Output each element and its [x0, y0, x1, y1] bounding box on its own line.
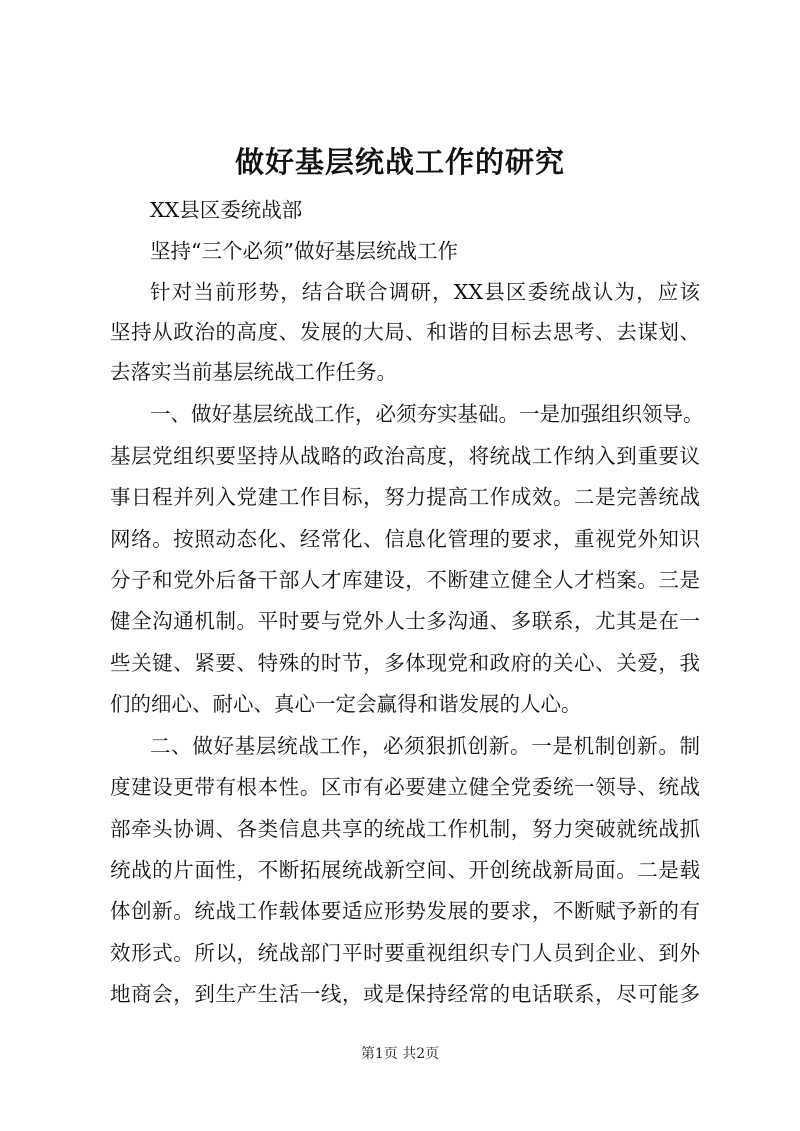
paragraph-line: 统战的片面性，不断拓展统战新空间、开创统战新局面。二是载	[110, 858, 700, 882]
paragraph-line: 地商会，到生产生活一线，或是保持经常的电话联系，尽可能多	[110, 982, 700, 1006]
paragraph-line: 针对当前形势，结合联合调研，XX县区委统战认为，应该	[150, 280, 700, 304]
paragraph-line: 部牵头协调、各类信息共享的统战工作机制，努力突破就统战抓	[110, 817, 700, 841]
paragraph-line: 基层党组织要坚持从战略的政治高度，将统战工作纳入到重要议	[110, 444, 700, 468]
subtitle-line: 坚持“三个必须”做好基层统战工作	[150, 239, 458, 263]
paragraph-line: 坚持从政治的高度、发展的大局、和谐的目标去思考、去谋划、	[110, 320, 700, 344]
paragraph-line: 健全沟通机制。平时要与党外人士多沟通、多联系，尤其是在一	[110, 609, 700, 633]
paragraph-line: 度建设更带有根本性。区市有必要建立健全党委统一领导、统战	[110, 775, 700, 799]
paragraph-line: 效形式。所以，统战部门平时要重视组织专门人员到企业、到外	[110, 941, 700, 965]
paragraph-line: 们的细心、耐心、真心一定会赢得和谐发展的人心。	[110, 692, 582, 716]
document-title: 做好基层统战工作的研究	[234, 145, 565, 179]
paragraph-line: 二、做好基层统战工作，必须狠抓创新。一是机制创新。制	[150, 734, 700, 758]
author-line: XX县区委统战部	[150, 198, 303, 222]
paragraph-line: 事日程并列入党建工作目标，努力提高工作成效。二是完善统战	[110, 485, 700, 509]
paragraph-line: 分子和党外后备干部人才库建设，不断建立健全人才档案。三是	[110, 568, 700, 592]
paragraph-line: 体创新。统战工作载体要适应形势发展的要求，不断赋予新的有	[110, 899, 700, 923]
paragraph-line: 一、做好基层统战工作，必须夯实基础。一是加强组织领导。	[150, 402, 704, 426]
paragraph-line: 些关键、紧要、特殊的时节，多体现党和政府的关心、关爱，我	[110, 651, 700, 675]
page-footer: 第1页 共2页	[360, 1046, 440, 1062]
paragraph-line: 去落实当前基层统战工作任务。	[110, 360, 397, 384]
paragraph-line: 网络。按照动态化、经常化、信息化管理的要求，重视党外知识	[110, 527, 700, 551]
